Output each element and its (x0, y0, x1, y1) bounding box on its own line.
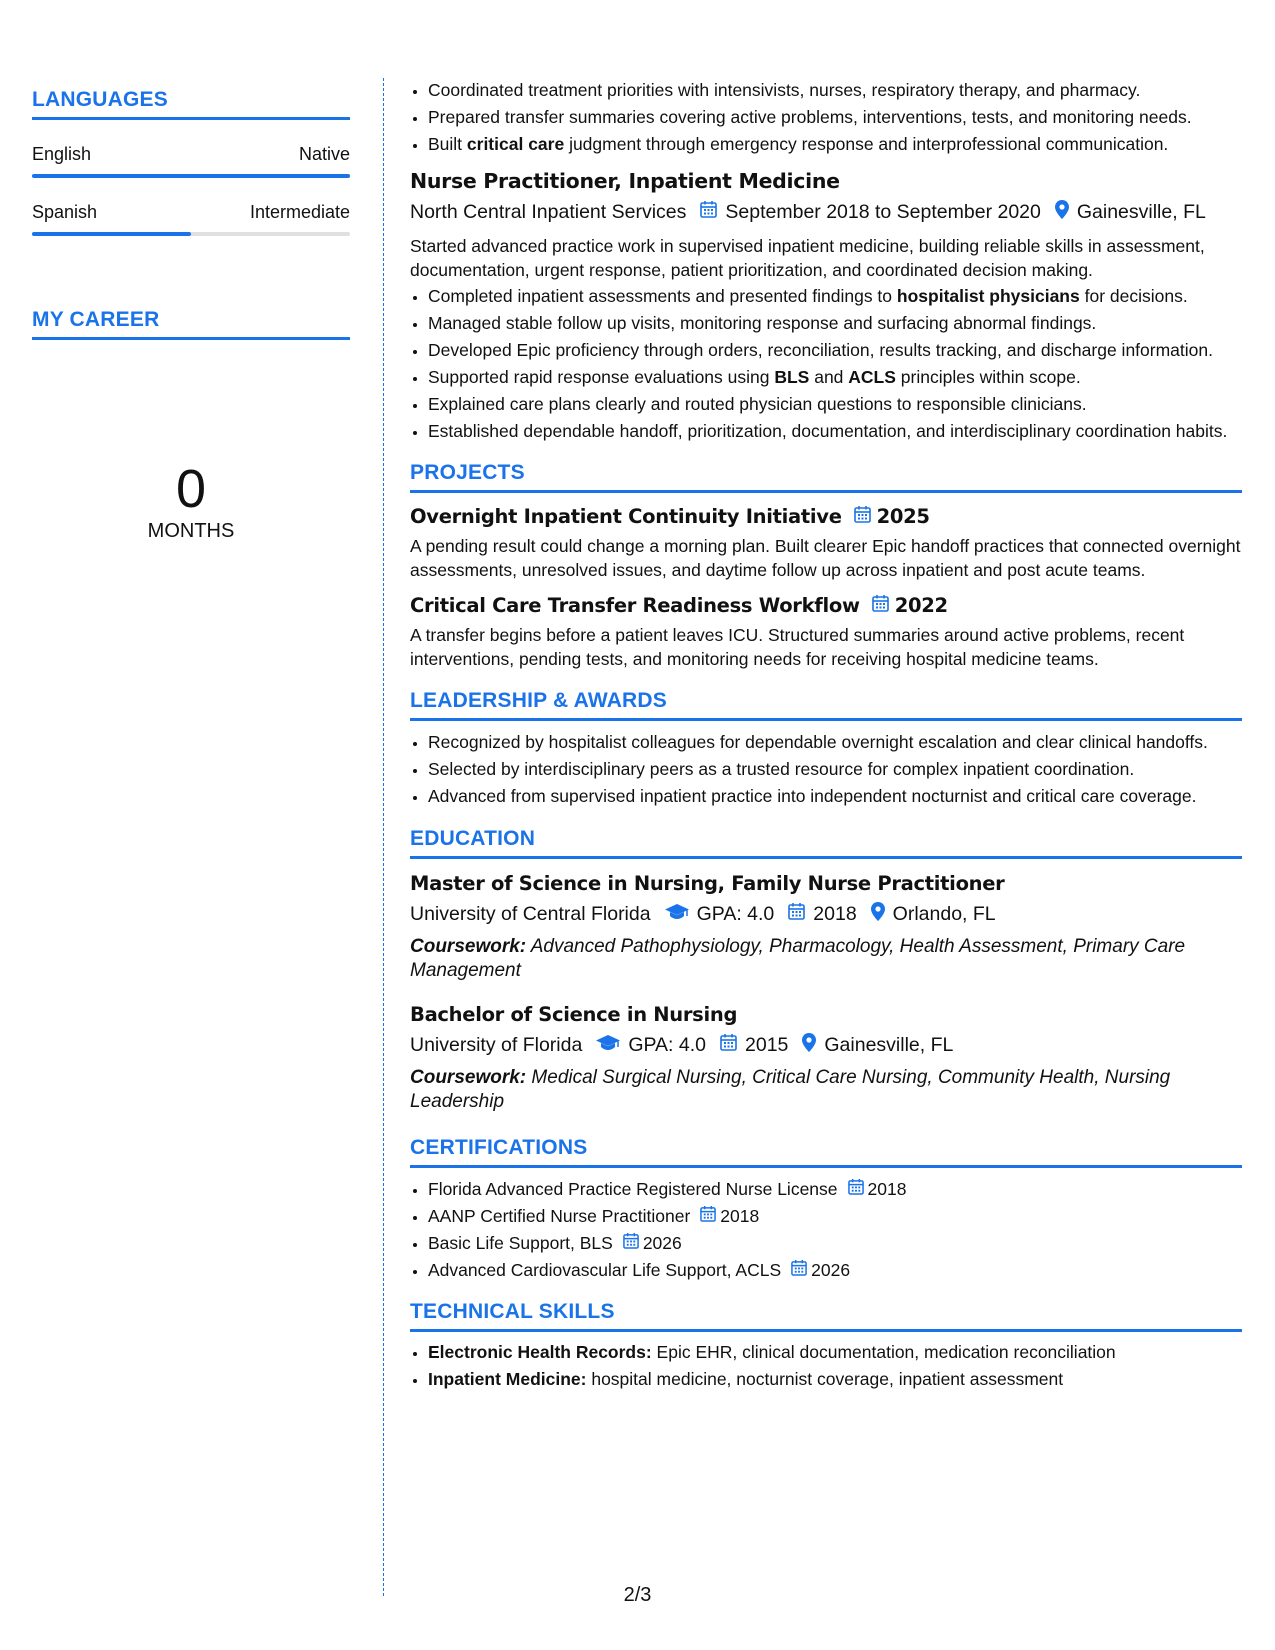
certification-name: • Advanced Cardiovascular Life Support, ACLS (428, 1259, 782, 1280)
language-level: Native (298, 144, 350, 164)
language-proficiency-bar (32, 232, 350, 236)
school-location: Orlando, FL (892, 902, 996, 925)
language-item (32, 144, 350, 178)
language-proficiency-fill (32, 174, 350, 178)
career-unit: MONTHS (147, 520, 235, 542)
list-item: • Advanced from supervised inpatient practice into independent nocturnist and critical care coverage. (428, 784, 1242, 809)
leadership-heading: LEADERSHIP & AWARDS (410, 689, 1242, 721)
certifications-list (410, 1177, 1242, 1283)
list-item (428, 1204, 1242, 1229)
education-item (410, 872, 1242, 983)
job-dates: September 2018 to September 2020 (725, 200, 1041, 223)
page-number: 2/3 (623, 1584, 652, 1606)
map-pin-icon (871, 902, 885, 927)
project-year: 2025 (876, 505, 930, 528)
calendar-icon (788, 902, 805, 926)
education-section (410, 827, 1242, 1114)
calendar-icon (854, 505, 871, 528)
certification-year: 2026 (811, 1259, 851, 1280)
project-title: Critical Care Transfer Readiness Workflow (410, 594, 860, 617)
leadership-section (410, 689, 1242, 809)
graduation-cap-icon (596, 1034, 620, 1057)
list-item (428, 1367, 1242, 1392)
gpa: GPA: 4.0 (628, 1033, 706, 1056)
calendar-icon (872, 594, 889, 617)
career-duration (32, 460, 350, 543)
job-title: Nurse Practitioner, Inpatient Medicine (410, 168, 840, 193)
calendar-icon (791, 1258, 807, 1283)
certification-name: • AANP Certified Nurse Practitioner (428, 1205, 691, 1226)
project-description: A transfer begins before a patient leaves ICU. Structured summaries around active problems, recent interventions, pending tests, and monitoring needs for receiving hospital medicine teams. (410, 625, 1185, 669)
skills-list (410, 1340, 1242, 1392)
school-name: University of Florida (410, 1033, 583, 1056)
list-item: • Managed stable follow up visits, monitoring response and surfacing abnormal findings. (428, 311, 1242, 336)
projects-heading: PROJECTS (410, 461, 1242, 493)
skill-label: Electronic Health Records: (428, 1342, 652, 1362)
job-entry (410, 169, 1242, 444)
job-summary: Started advanced practice work in supervised inpatient medicine, building reliable skills in assessment, documentation, urgent response, patient prioritization, and coordinated decision making. (410, 235, 1205, 280)
certification-year: 2026 (642, 1232, 682, 1253)
certifications-section (410, 1136, 1242, 1283)
list-item (428, 1340, 1242, 1365)
certifications-heading: CERTIFICATIONS (410, 1136, 1242, 1168)
language-proficiency-bar (32, 174, 350, 178)
calendar-icon (848, 1177, 864, 1202)
job-employer: North Central Inpatient Services (410, 200, 687, 223)
calendar-icon (700, 1204, 716, 1229)
language-proficiency-fill (32, 232, 191, 236)
column-divider (383, 78, 384, 1596)
list-item (428, 1258, 1242, 1283)
leadership-list (410, 730, 1242, 809)
list-item: • Built critical care judgment through emergency response and interprofessional communication. (428, 132, 1242, 157)
education-meta (410, 902, 1242, 927)
list-item: • Supported rapid response evaluations using BLS and ACLS principles within scope. (428, 365, 1242, 390)
certification-year: 2018 (867, 1178, 907, 1199)
education-heading: EDUCATION (410, 827, 1242, 859)
degree-title: Master of Science in Nursing, Family Nurse Practitioner (410, 871, 1005, 895)
list-item: • Explained care plans clearly and routed physician questions to responsible clinicians. (428, 392, 1242, 417)
coursework: Coursework: Advanced Pathophysiology, Pharmacology, Health Assessment, Primary Care Management (410, 935, 1186, 981)
skills-heading: TECHNICAL SKILLS (410, 1300, 1242, 1332)
language-name: English (32, 144, 92, 164)
skills-section (410, 1300, 1242, 1392)
list-item: • Developed Epic proficiency through orders, reconciliation, results tracking, and discharge information. (428, 338, 1242, 363)
list-item: • Recognized by hospitalist colleagues for dependable overnight escalation and clear clinical handoffs. (428, 730, 1242, 755)
projects-section (410, 461, 1242, 671)
previous-job-bullets (410, 78, 1242, 157)
career-value: 0 (175, 459, 207, 519)
calendar-icon (720, 1033, 737, 1057)
language-name: Spanish (32, 202, 98, 222)
school-location: Gainesville, FL (824, 1033, 954, 1056)
school-name: University of Central Florida (410, 902, 651, 925)
list-item: • Established dependable handoff, prioritization, documentation, and interdisciplinary coordination habits. (428, 419, 1242, 444)
coursework: Coursework: Medical Surgical Nursing, Critical Care Nursing, Community Health, Nursing Leadership (410, 1066, 1171, 1112)
calendar-icon (623, 1231, 639, 1256)
calendar-icon (700, 200, 717, 224)
job-location: Gainesville, FL (1076, 200, 1206, 223)
project-item (410, 505, 1242, 582)
certification-year: 2018 (720, 1205, 760, 1226)
map-pin-icon (1055, 200, 1069, 225)
list-item: • Selected by interdisciplinary peers as a trusted resource for complex inpatient coordination. (428, 757, 1242, 782)
certification-name: • Basic Life Support, BLS (428, 1232, 613, 1253)
job-meta (410, 200, 1242, 225)
language-item (32, 202, 350, 236)
list-item: • Completed inpatient assessments and presented findings to hospitalist physicians for decisions. (428, 284, 1242, 309)
graduation-year: 2018 (813, 902, 857, 925)
list-item: • Prepared transfer summaries covering active problems, interventions, tests, and monitoring needs. (428, 105, 1242, 130)
job-bullets (410, 284, 1242, 444)
right-column (410, 78, 1242, 1394)
graduation-cap-icon (665, 903, 689, 926)
education-item (410, 1003, 1242, 1114)
map-pin-icon (802, 1033, 816, 1058)
left-column (32, 88, 350, 543)
project-item (410, 594, 1242, 671)
skill-value: Epic EHR, clinical documentation, medication reconciliation (651, 1342, 1116, 1362)
list-item (428, 1177, 1242, 1202)
project-description: A pending result could change a morning plan. Built clearer Epic handoff practices that connected overnight assessments, unresolved issues, and daytime follow up across inpatient and post acute teams. (410, 536, 1241, 580)
education-meta (410, 1033, 1242, 1058)
languages-heading: LANGUAGES (32, 88, 350, 120)
career-heading: MY CAREER (32, 308, 350, 340)
skill-label: Inpatient Medicine: (428, 1369, 587, 1389)
project-year: 2022 (894, 594, 948, 617)
degree-title: Bachelor of Science in Nursing (410, 1002, 738, 1026)
certification-name: • Florida Advanced Practice Registered Nurse License (428, 1178, 838, 1199)
gpa: GPA: 4.0 (696, 902, 775, 925)
skill-value: hospital medicine, nocturnist coverage, inpatient assessment (586, 1369, 1064, 1389)
list-item (428, 1231, 1242, 1256)
graduation-year: 2015 (745, 1033, 789, 1056)
list-item: • Coordinated treatment priorities with intensivists, nurses, respiratory therapy, and pharmacy. (428, 78, 1242, 103)
project-title: Overnight Inpatient Continuity Initiative (410, 505, 842, 528)
language-level: Intermediate (249, 202, 350, 222)
